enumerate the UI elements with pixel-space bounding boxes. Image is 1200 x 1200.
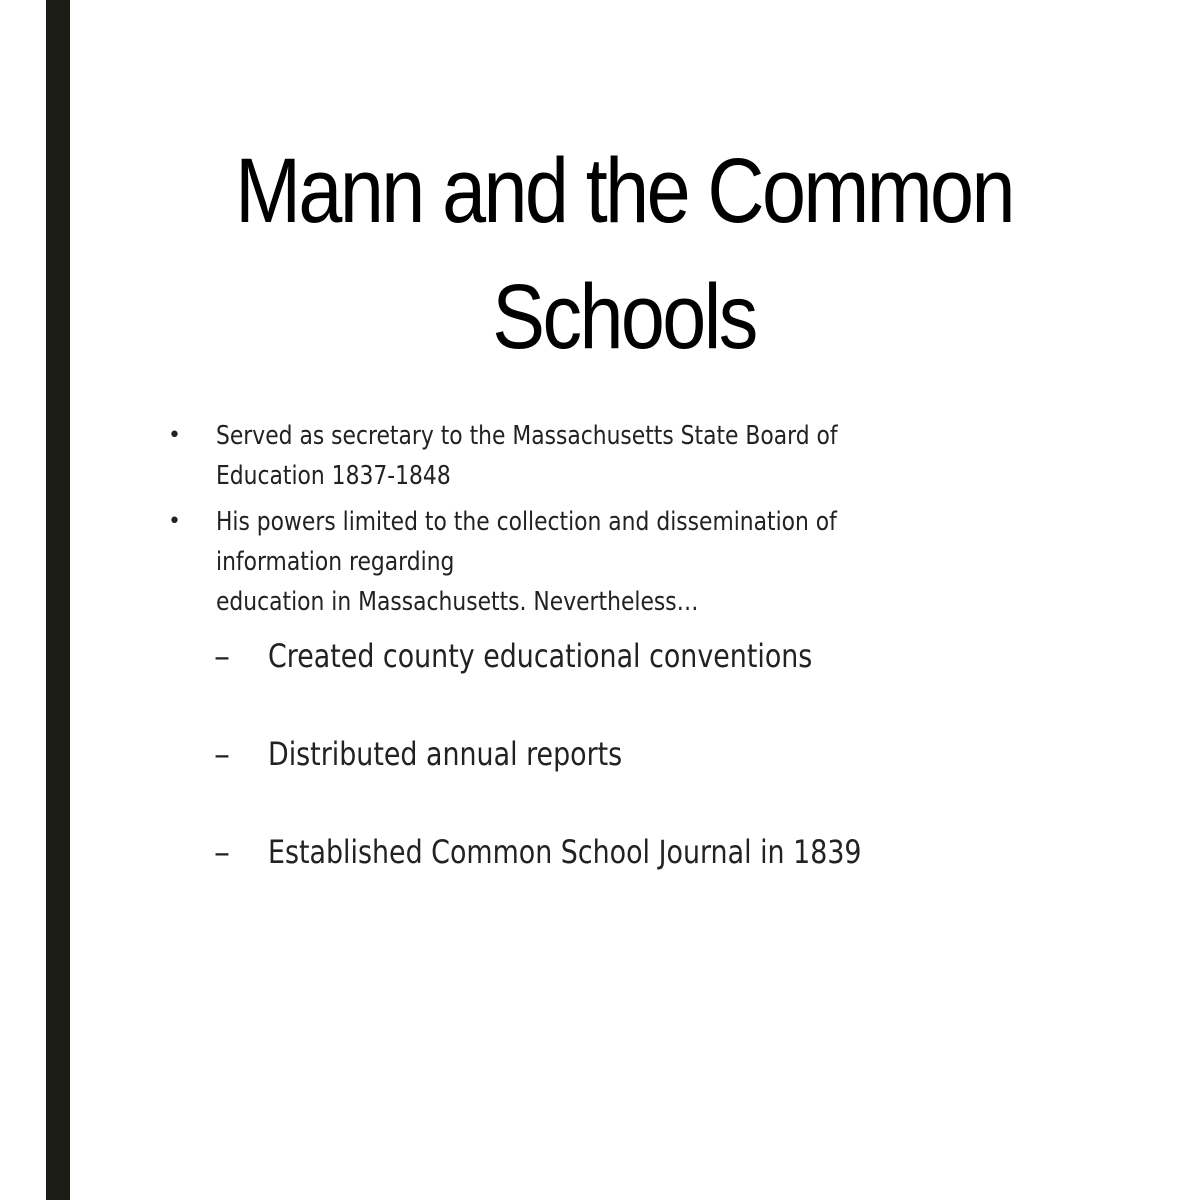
- sub-bullet-text: Created county educational conventions: [268, 637, 813, 675]
- bullet-dot-icon: •: [168, 423, 181, 448]
- title-line-2: Schools: [492, 266, 756, 368]
- title-line-1: Mann and the Common: [235, 140, 1013, 242]
- bullet-text: [216, 502, 905, 622]
- bullet-text-line-2: education in Massachusetts. Nevertheless…: [216, 587, 699, 617]
- bullet-text: Served as secretary to the Massachusetts State Board of Education 1837-1848: [216, 421, 838, 491]
- bullet-text-line-1: His powers limited to the collection and dissemination of information regarding: [216, 507, 837, 577]
- bullet-dot-icon: •: [168, 509, 181, 534]
- dash-icon: –: [214, 637, 230, 675]
- sub-bullet-text: Distributed annual reports: [268, 735, 623, 773]
- slide-title: [185, 128, 1062, 380]
- sub-bullet-text: Established Common School Journal in 1839: [268, 833, 862, 871]
- dash-icon: –: [214, 735, 230, 773]
- dash-icon: –: [214, 833, 230, 871]
- left-border-bar: [46, 0, 70, 1200]
